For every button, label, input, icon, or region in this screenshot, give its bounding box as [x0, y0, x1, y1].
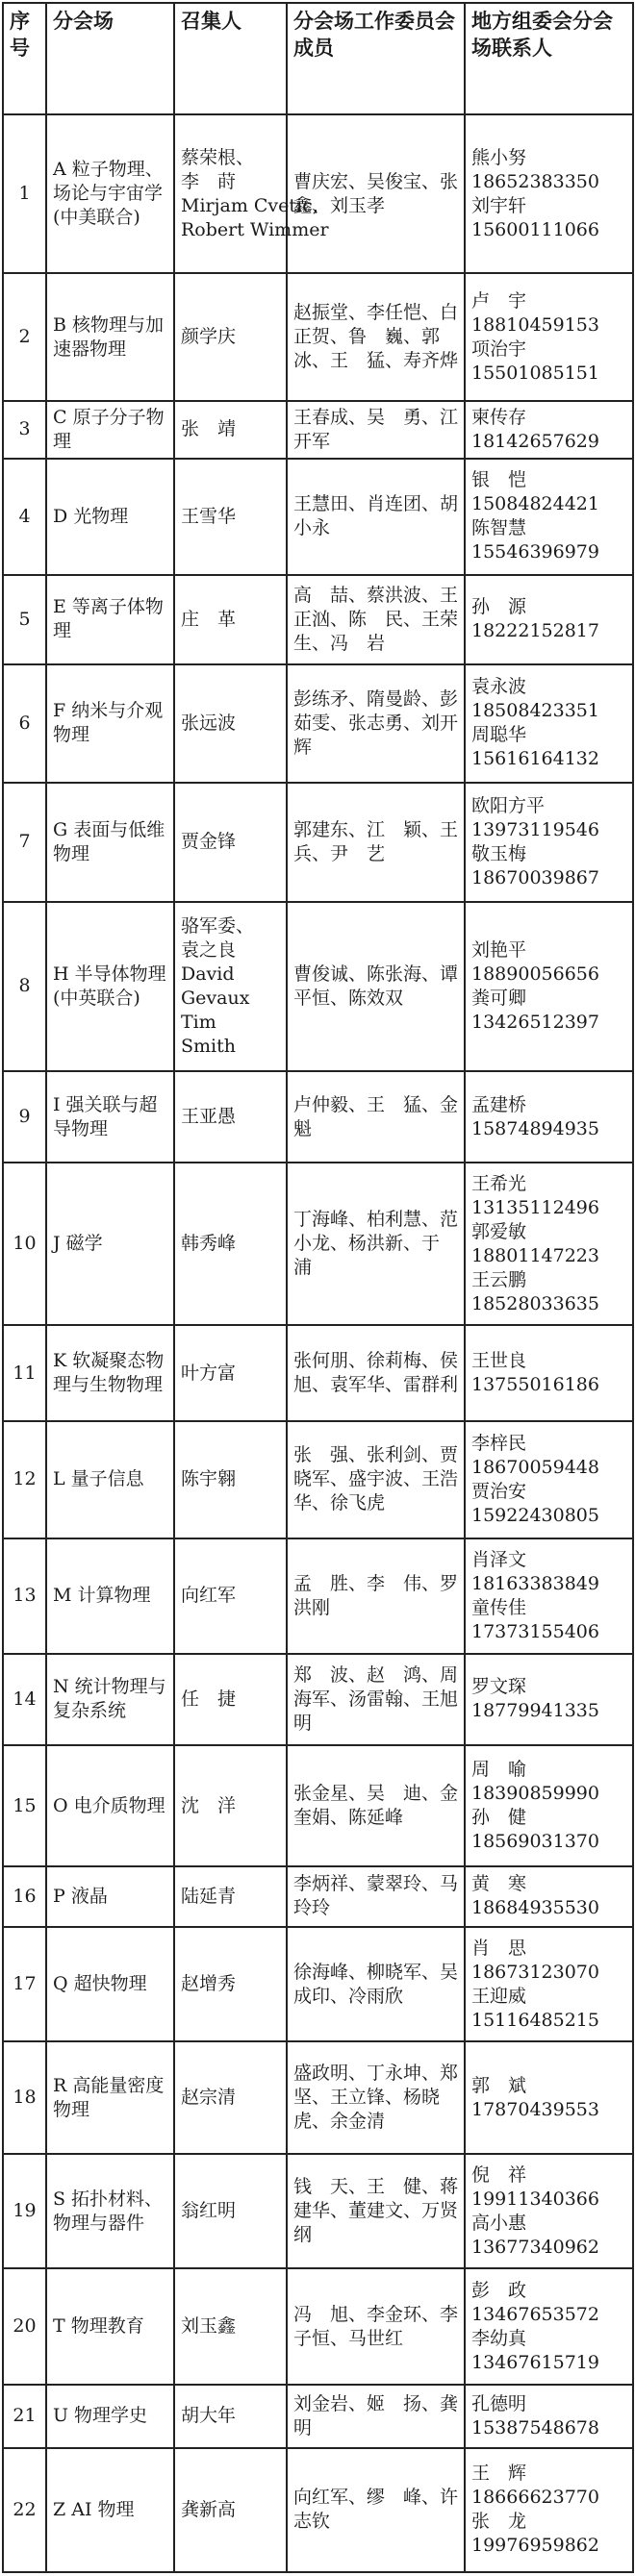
convener-name: 翁红明	[181, 2200, 237, 2222]
table-row	[3, 2385, 633, 2448]
contact-phone: 19976959862	[471, 2535, 599, 2557]
convener-name: 蔡荣根、	[181, 146, 255, 168]
members-cell	[287, 401, 465, 458]
venue-name: O 电介质物理	[53, 1794, 165, 1816]
convener-name: 胡大年	[181, 2405, 237, 2427]
convener-name: 张 靖	[181, 418, 237, 440]
contact-phone: 18810459153	[471, 313, 599, 336]
table-row	[3, 1163, 633, 1325]
row-number: 8	[3, 902, 46, 1071]
committee-table	[2, 2, 634, 2573]
contacts-cell	[465, 1071, 633, 1163]
venue-name: Q 超快物理	[53, 1973, 147, 1995]
venue-cell	[46, 1071, 174, 1163]
row-number: 10	[3, 1163, 46, 1325]
convener-cell	[174, 2154, 287, 2268]
contact-phone: 15600111066	[471, 218, 599, 240]
table-row	[3, 1325, 633, 1420]
members-cell	[287, 664, 465, 783]
row-number: 12	[3, 1421, 46, 1538]
row-number: 15	[3, 1745, 46, 1866]
contacts-cell	[465, 2268, 633, 2385]
convener-cell	[174, 902, 287, 1071]
contact-name: 童传佳	[471, 1596, 527, 1618]
contact-phone: 18890056656	[471, 963, 599, 985]
members-cell	[287, 2268, 465, 2385]
venue-cell	[46, 902, 174, 1071]
contacts-cell	[465, 902, 633, 1071]
contact-name: 敬玉梅	[471, 842, 527, 864]
convener-name: 赵宗清	[181, 2087, 237, 2109]
convener-cell	[174, 664, 287, 783]
row-number: 14	[3, 1654, 46, 1745]
venue-name: B 核物理与加速器物理	[53, 313, 165, 360]
members-list: 曹俊诚、陈张海、谭平恒、陈效双	[293, 963, 459, 1009]
row-number: 20	[3, 2268, 46, 2385]
table-row	[3, 783, 633, 902]
contact-phone: 18666623770	[471, 2487, 599, 2509]
contact-name: 陈智慧	[471, 517, 527, 539]
convener-cell	[174, 273, 287, 401]
contact-name: 贾治安	[471, 1480, 527, 1502]
members-cell	[287, 1325, 477, 1420]
venue-cell	[46, 1927, 174, 2042]
venue-name: F 纳米与介观物理	[53, 700, 164, 746]
header-no: 序号	[3, 3, 46, 114]
venue-name: H 半导体物理(中英联合)	[53, 963, 166, 1009]
contact-name: 刘宇轩	[471, 194, 527, 216]
members-list: 卢仲毅、王 猛、金 魁	[293, 1093, 477, 1139]
row-number: 21	[3, 2385, 46, 2448]
table-row	[3, 2268, 633, 2385]
contact-name: 银 恺	[471, 469, 527, 491]
convener-name: 刘玉鑫	[181, 2315, 237, 2338]
table-row	[3, 1927, 633, 2042]
contacts-cell	[465, 664, 633, 783]
table-row	[3, 2154, 633, 2268]
contact-name: 李幼真	[471, 2327, 527, 2349]
contacts-cell	[465, 401, 633, 458]
contact-name: 欧阳方平	[471, 794, 546, 816]
convener-name: 张远波	[181, 712, 237, 734]
members-cell	[287, 273, 465, 401]
contact-phone: 18163383849	[471, 1572, 599, 1594]
convener-cell	[174, 2385, 287, 2448]
row-number: 4	[3, 459, 46, 575]
members-list: 赵振堂、李任恺、白正贺、鲁 巍、郭 冰、王 猛、寿齐烨	[293, 302, 459, 372]
row-number: 3	[3, 401, 46, 458]
contact-phone: 17870439553	[471, 2098, 599, 2120]
contact-phone: 13973119546	[471, 818, 599, 840]
contact-name: 刘艳平	[471, 938, 527, 961]
contact-name: 柬传存	[471, 406, 527, 428]
members-list: 郭建东、江 颖、王 兵、尹 艺	[293, 818, 477, 864]
convener-cell	[174, 1866, 287, 1927]
contact-name: 卢 宇	[471, 289, 527, 312]
contact-name: 王世良	[471, 1350, 527, 1372]
row-number: 16	[3, 1866, 46, 1927]
venue-cell	[46, 1654, 174, 1745]
row-number: 9	[3, 1071, 46, 1163]
venue-cell	[46, 1163, 174, 1325]
convener-cell	[174, 401, 287, 458]
contact-phone: 18569031370	[471, 1831, 599, 1853]
table-row	[3, 273, 633, 401]
contacts-cell	[465, 1927, 633, 2042]
row-number: 7	[3, 783, 46, 902]
contacts-cell	[465, 1538, 633, 1654]
table-row	[3, 2448, 633, 2572]
contact-name: 粪可卿	[471, 987, 527, 1009]
venue-name: C 原子分子物理	[53, 406, 165, 452]
contact-phone: 15501085151	[471, 362, 599, 384]
members-cell	[287, 1745, 465, 1866]
row-number: 11	[3, 1325, 46, 1420]
convener-name: 向红军	[181, 1585, 237, 1607]
convener-name: Mirjam Cvetic,	[181, 194, 318, 216]
venue-cell	[46, 1538, 174, 1654]
contacts-cell	[465, 1745, 633, 1866]
members-list: 孟 胜、李 伟、罗洪刚	[293, 1572, 459, 1618]
header-contacts: 地方组委会分会场联系人	[465, 3, 633, 114]
contact-name: 郭 斌	[471, 2074, 527, 2096]
contact-name: 周聪华	[471, 724, 527, 746]
row-number: 17	[3, 1927, 46, 2042]
members-cell	[287, 114, 477, 273]
table-row	[3, 1421, 633, 1538]
contact-name: 项治宇	[471, 338, 527, 360]
convener-name: Tim	[181, 1011, 216, 1033]
table-row	[3, 1745, 633, 1866]
contact-name: 罗文琛	[471, 1676, 527, 1698]
contact-phone: 13467615719	[471, 2351, 599, 2373]
contact-phone: 15116485215	[471, 2009, 599, 2031]
contact-name: 孙 源	[471, 596, 527, 618]
contact-phone: 13755016186	[471, 1374, 599, 1396]
contact-phone: 18508423351	[471, 700, 599, 722]
header-venue: 分会场	[46, 3, 174, 114]
contact-name: 孟建桥	[471, 1093, 527, 1115]
members-cell	[287, 902, 465, 1071]
contacts-cell	[465, 783, 633, 902]
contact-phone: 18684935530	[471, 1897, 599, 1919]
venue-cell	[46, 2041, 174, 2154]
contact-phone: 13135112496	[471, 1196, 599, 1218]
contact-name: 肖 思	[471, 1937, 527, 1959]
contact-phone: 18670039867	[471, 866, 599, 888]
contacts-cell	[465, 2448, 633, 2572]
venue-cell	[46, 664, 174, 783]
members-list: 徐海峰、柳晓军、吴成印、冷雨欣	[293, 1961, 459, 2007]
members-list: 曹庆宏、吴俊宝、张 鑫、刘玉孝	[293, 170, 477, 216]
contacts-cell	[465, 1325, 633, 1420]
contacts-cell	[465, 2041, 633, 2154]
contact-name: 倪 祥	[471, 2163, 527, 2186]
members-list: 钱 天、王 健、蒋建华、董建文、万贤纲	[293, 2176, 459, 2246]
contacts-cell	[465, 2385, 633, 2448]
convener-name: 贾金锋	[181, 831, 237, 853]
row-number: 2	[3, 273, 46, 401]
convener-name: 李 莳	[181, 170, 237, 192]
venue-name: R 高能量密度物理	[53, 2074, 165, 2120]
members-list: 张金星、吴 迪、金奎娟、陈延峰	[293, 1783, 459, 1829]
contact-name: 李梓民	[471, 1432, 527, 1454]
venue-cell	[46, 575, 174, 664]
venue-name: P 液晶	[53, 1885, 108, 1907]
contact-phone: 18222152817	[471, 620, 599, 642]
contacts-cell	[465, 1654, 633, 1745]
members-cell	[287, 1421, 465, 1538]
members-list: 王春成、吴 勇、江开军	[293, 406, 459, 452]
table-row	[3, 459, 633, 575]
contact-phone: 18652383350	[471, 170, 599, 192]
convener-name: 王亚愚	[181, 1106, 237, 1128]
contact-name: 孔德明	[471, 2392, 527, 2414]
convener-name: 任 捷	[181, 1688, 237, 1710]
venue-name: A 粒子物理、场论与宇宙学(中美联合)	[53, 159, 164, 228]
venue-cell	[46, 1745, 174, 1866]
contact-name: 高小惠	[471, 2212, 527, 2234]
contact-name: 袁永波	[471, 676, 527, 698]
venue-cell	[46, 273, 174, 401]
contact-phone: 18673123070	[471, 1961, 599, 1983]
contact-phone: 17373155406	[471, 1620, 599, 1642]
convener-name: 袁之良	[181, 938, 237, 961]
contact-name: 黄 寒	[471, 1873, 527, 1895]
contact-phone: 15084824421	[471, 493, 599, 515]
header-convener: 召集人	[174, 3, 287, 114]
members-list: 盛政明、丁永坤、郑 坚、王立锋、杨晓虎、余金清	[293, 2063, 477, 2133]
members-cell	[287, 1163, 465, 1325]
members-cell	[287, 2448, 465, 2572]
venue-name: D 光物理	[53, 505, 129, 527]
contact-name: 王云鹏	[471, 1268, 527, 1290]
contact-name: 张 龙	[471, 2511, 527, 2533]
venue-name: U 物理学史	[53, 2405, 148, 2427]
convener-name: 庄 革	[181, 608, 237, 630]
contact-name: 熊小努	[471, 146, 527, 168]
convener-name: 王雪华	[181, 505, 237, 527]
convener-cell	[174, 1163, 287, 1325]
convener-name: Gevaux	[181, 987, 250, 1009]
members-cell	[287, 575, 465, 664]
table-row	[3, 2041, 633, 2154]
members-list: 高 喆、蔡洪波、王正汹、陈 民、王荣生、冯 岩	[293, 584, 459, 654]
venue-name: L 量子信息	[53, 1468, 144, 1490]
venue-cell	[46, 783, 174, 902]
contacts-cell	[465, 1421, 633, 1538]
venue-cell	[46, 2448, 174, 2572]
row-number: 22	[3, 2448, 46, 2572]
contact-phone: 19911340366	[471, 2188, 599, 2210]
venue-name: M 计算物理	[53, 1585, 151, 1607]
table-row	[3, 1071, 633, 1163]
convener-name: 赵增秀	[181, 1973, 237, 1995]
convener-cell	[174, 1071, 287, 1163]
contacts-cell	[465, 1866, 633, 1927]
row-number: 13	[3, 1538, 46, 1654]
venue-name: N 统计物理与复杂系统	[53, 1676, 166, 1722]
contact-phone: 18142657629	[471, 430, 599, 452]
members-cell	[287, 459, 465, 575]
convener-cell	[174, 1745, 287, 1866]
convener-name: 陆延青	[181, 1885, 237, 1907]
contacts-cell	[465, 2154, 633, 2268]
row-number: 6	[3, 664, 46, 783]
contacts-cell	[465, 575, 633, 664]
contact-phone: 15387548678	[471, 2416, 599, 2438]
table-row	[3, 664, 633, 783]
members-cell	[287, 1927, 465, 2042]
venue-cell	[46, 114, 174, 273]
table-row	[3, 1654, 633, 1745]
members-list: 丁海峰、柏利慧、范小龙、杨洪新、于 浦	[293, 1209, 459, 1279]
convener-cell	[174, 1538, 287, 1654]
venue-name: Z AI 物理	[53, 2498, 135, 2520]
convener-cell	[174, 2041, 287, 2154]
venue-name: J 磁学	[53, 1233, 103, 1255]
convener-name: 颜学庆	[181, 326, 237, 348]
row-number: 1	[3, 114, 46, 273]
contact-name: 王迎威	[471, 1985, 527, 2007]
members-list: 刘金岩、姬 扬、龚 明	[293, 2392, 477, 2438]
contact-name: 王希光	[471, 1172, 527, 1194]
members-list: 李炳祥、蒙翠玲、马玲玲	[293, 1873, 459, 1919]
contacts-cell	[465, 114, 633, 273]
header-members: 分会场工作委员会成员	[287, 3, 465, 114]
contact-name: 王 辉	[471, 2463, 527, 2485]
table-row	[3, 401, 633, 458]
members-list: 向红军、缪 峰、许志钦	[293, 2487, 459, 2533]
members-cell	[287, 783, 477, 902]
contact-name: 郭爱敏	[471, 1220, 527, 1242]
convener-name: 韩秀峰	[181, 1233, 237, 1255]
contacts-cell	[465, 1163, 633, 1325]
contact-phone: 15616164132	[471, 748, 599, 770]
venue-cell	[46, 401, 174, 458]
members-cell	[287, 2154, 465, 2268]
convener-cell	[174, 459, 287, 575]
convener-cell	[174, 1325, 287, 1420]
table-row	[3, 902, 633, 1071]
members-list: 冯 旭、李金环、李子恒、马世红	[293, 2303, 459, 2349]
contact-name: 肖泽文	[471, 1548, 527, 1570]
venue-name: K 软凝聚态物理与生物物理	[53, 1350, 165, 1396]
table-row	[3, 114, 633, 273]
convener-name: 骆军委、	[181, 914, 255, 937]
members-list: 王慧田、肖连团、胡小永	[293, 493, 459, 539]
venue-name: I 强关联与超导物理	[53, 1093, 158, 1139]
venue-cell	[46, 2385, 174, 2448]
convener-cell	[174, 1654, 287, 1745]
members-cell	[287, 1538, 465, 1654]
contact-phone: 15546396979	[471, 541, 599, 563]
contact-phone: 18390859990	[471, 1783, 599, 1805]
venue-name: E 等离子体物理	[53, 596, 164, 642]
contacts-cell	[465, 273, 633, 401]
table-header-row	[3, 3, 633, 114]
convener-cell	[174, 2268, 287, 2385]
row-number: 5	[3, 575, 46, 664]
members-cell	[287, 1654, 465, 1745]
venue-name: T 物理教育	[53, 2315, 144, 2338]
convener-name: 陈宇翱	[181, 1468, 237, 1490]
convener-name: Smith	[181, 1035, 236, 1057]
members-cell	[287, 1071, 477, 1163]
convener-cell	[174, 1421, 287, 1538]
members-cell	[287, 2041, 477, 2154]
convener-cell	[174, 575, 287, 664]
members-list: 张 强、张利剑、贾晓军、盛宇波、王浩华、徐飞虎	[293, 1444, 459, 1514]
contact-phone: 18801147223	[471, 1244, 599, 1266]
contacts-cell	[465, 459, 633, 575]
table-row	[3, 1538, 633, 1654]
convener-name: 叶方富	[181, 1362, 237, 1384]
venue-cell	[46, 2268, 174, 2385]
contact-phone: 18670059448	[471, 1456, 599, 1478]
members-list: 彭练矛、隋曼龄、彭茹雯、张志勇、刘开辉	[293, 688, 459, 758]
venue-name: S 拓扑材料、物理与器件	[53, 2188, 164, 2234]
convener-cell	[174, 114, 329, 273]
venue-name: G 表面与低维物理	[53, 818, 165, 864]
convener-name: Robert Wimmer	[181, 218, 329, 240]
contact-name: 周 喻	[471, 1759, 527, 1781]
members-list: 郑 波、赵 鸿、周海军、汤雷翰、王旭明	[293, 1663, 459, 1734]
convener-cell	[174, 783, 287, 902]
convener-name: David	[181, 963, 235, 985]
members-cell	[287, 1866, 465, 1927]
members-cell	[287, 2385, 477, 2448]
venue-cell	[46, 1421, 174, 1538]
venue-cell	[46, 2154, 174, 2268]
members-list: 张何朋、徐莉梅、侯 旭、袁军华、雷群利	[293, 1350, 477, 1396]
row-number: 18	[3, 2041, 46, 2154]
convener-cell	[174, 2448, 287, 2572]
contact-phone: 15922430805	[471, 1504, 599, 1526]
contact-name: 彭 政	[471, 2279, 527, 2301]
table-row	[3, 575, 633, 664]
table-row	[3, 1866, 633, 1927]
row-number: 19	[3, 2154, 46, 2268]
contact-phone: 13677340962	[471, 2236, 599, 2258]
contact-phone: 18779941335	[471, 1700, 599, 1722]
contact-phone: 15874894935	[471, 1117, 599, 1139]
contact-phone: 18528033635	[471, 1292, 599, 1314]
convener-name: 龚新高	[181, 2498, 237, 2520]
contact-phone: 13467653572	[471, 2303, 599, 2325]
contact-phone: 13426512397	[471, 1011, 599, 1033]
convener-name: 沈 洋	[181, 1794, 237, 1816]
venue-cell	[46, 1866, 174, 1927]
convener-cell	[174, 1927, 287, 2042]
contact-name: 孙 健	[471, 1807, 527, 1829]
venue-cell	[46, 459, 174, 575]
venue-cell	[46, 1325, 174, 1420]
